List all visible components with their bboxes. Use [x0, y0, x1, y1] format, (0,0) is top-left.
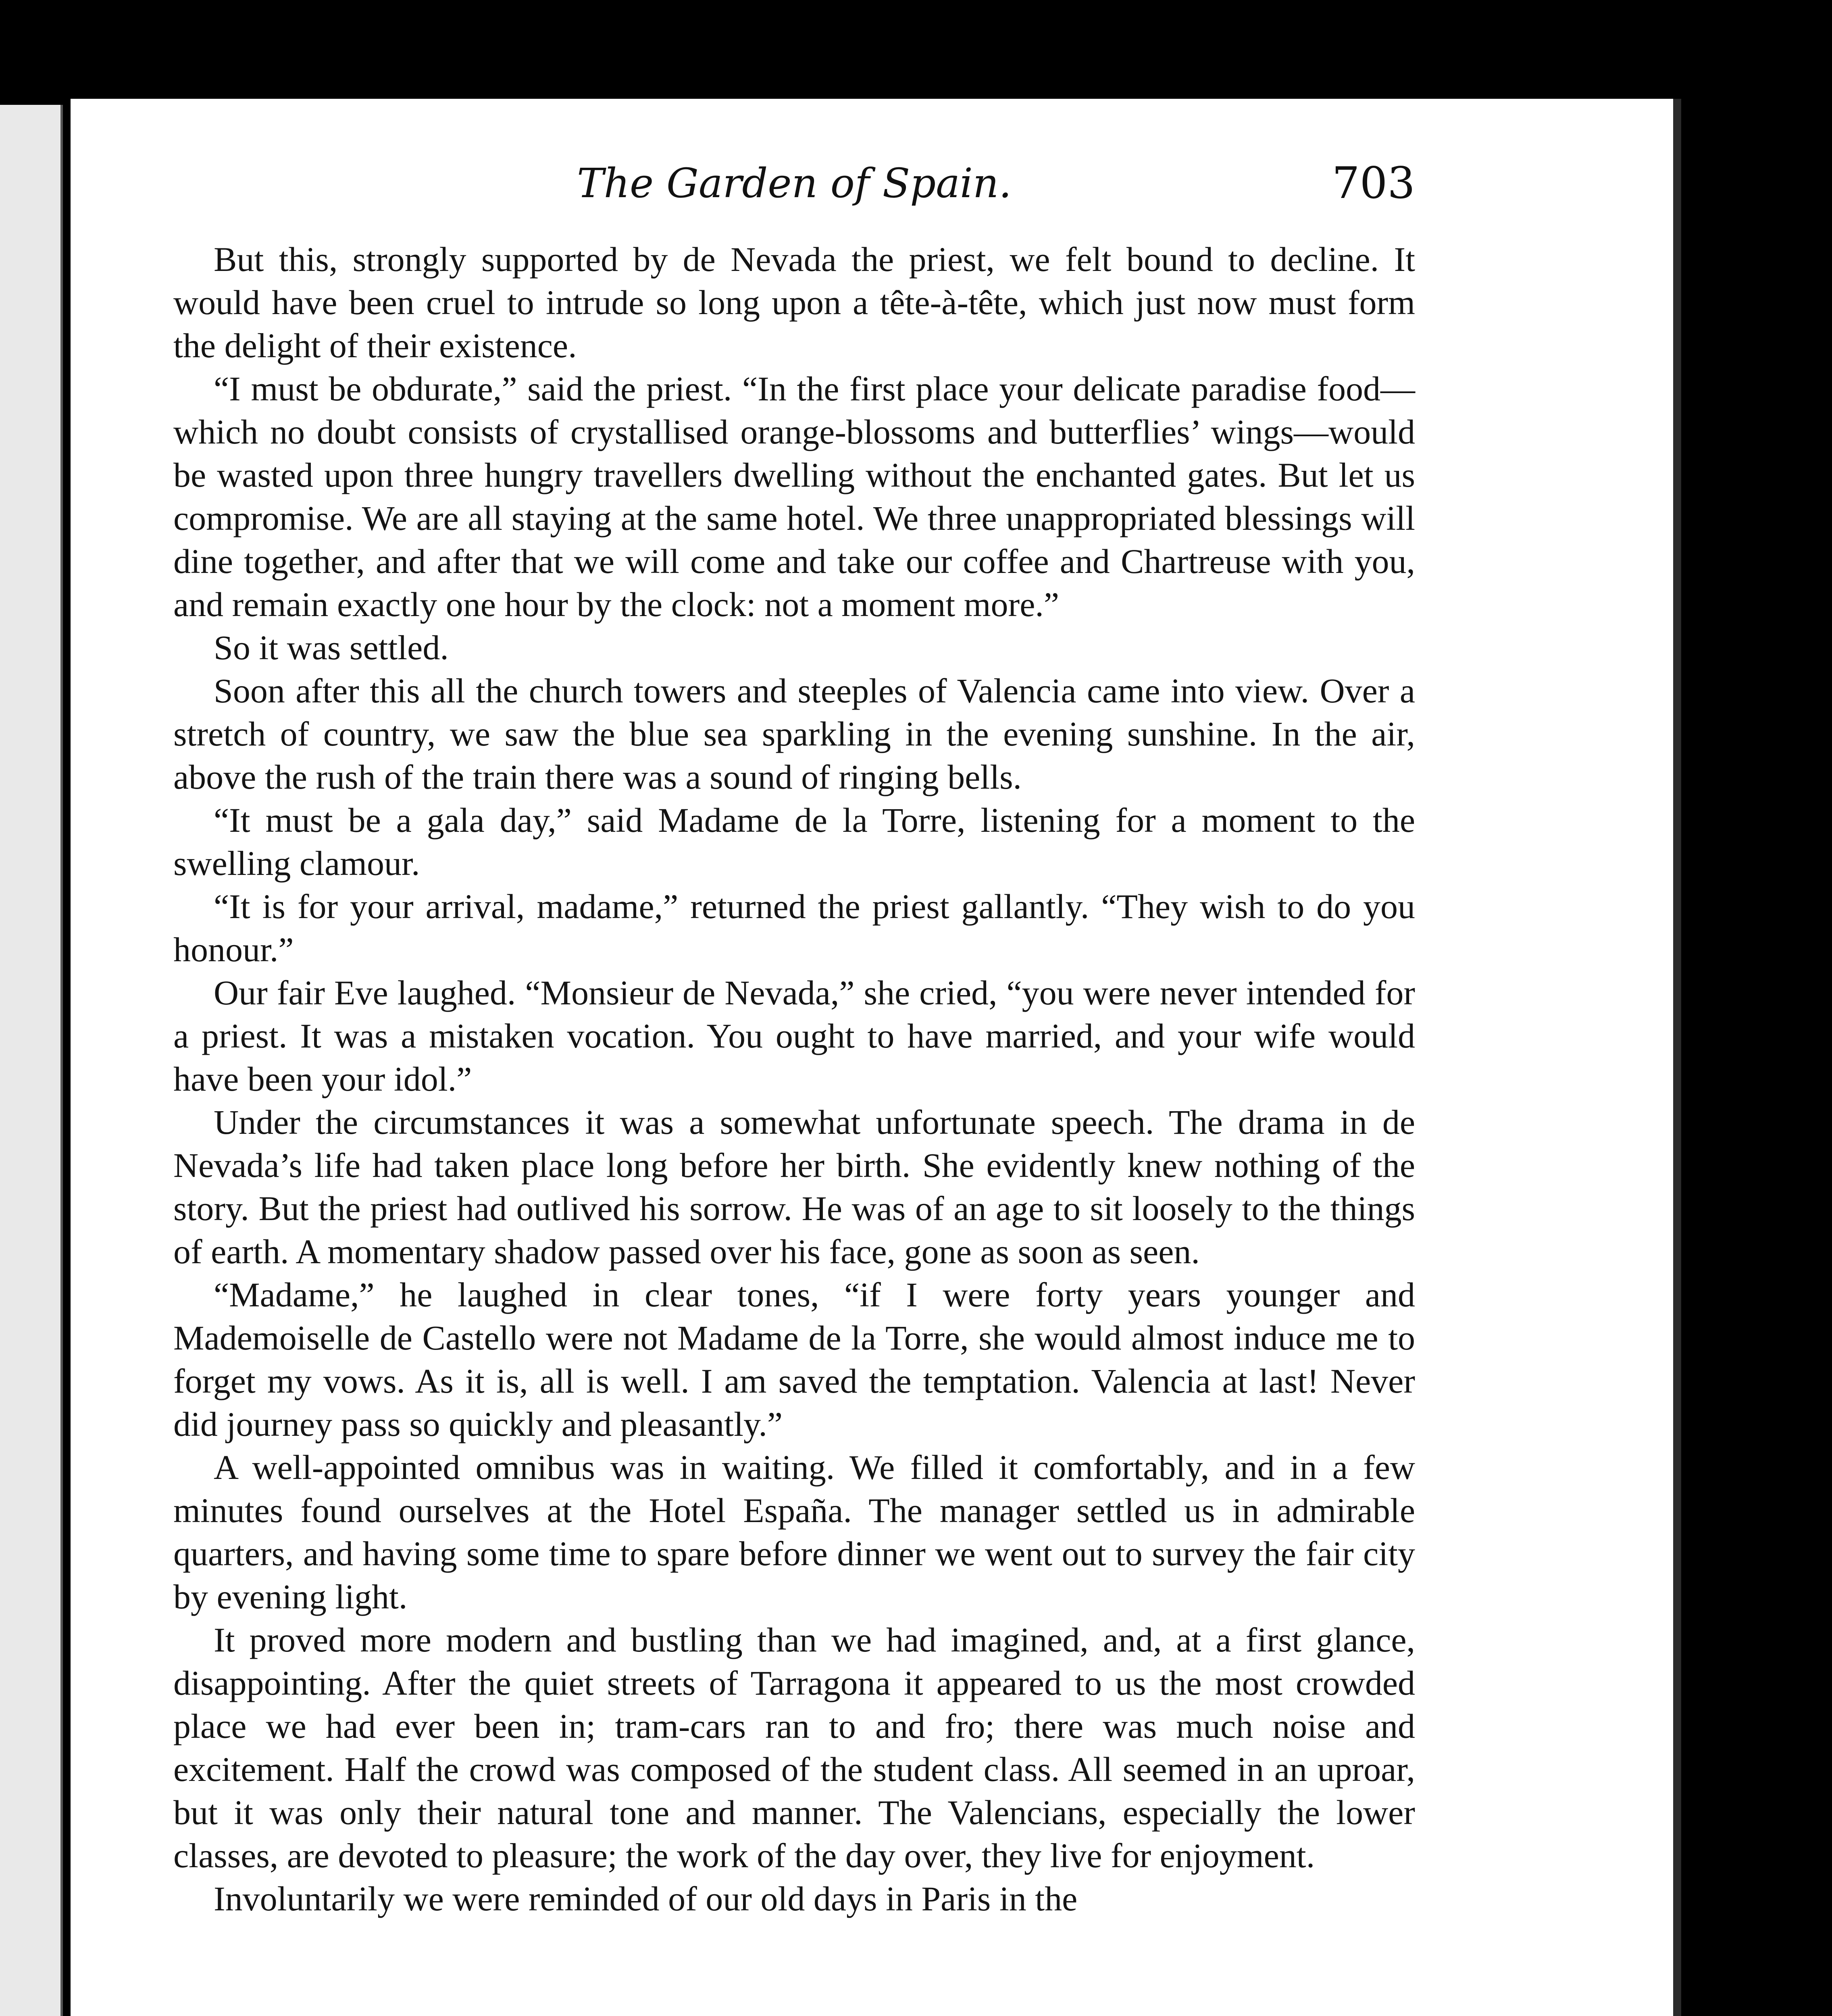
- paragraph: “It is for your arrival, madame,” returned the priest gallantly. “They wish to do you honour.”: [173, 887, 1415, 969]
- paragraph: A well-appointed omnibus was in waiting. We filled it comfortably, and in a few minutes found ourselves at the Hotel España. The manager settled us in admirable quarters, and having some time to spare before dinner we went out to survey the fair city by evening light.: [173, 1448, 1415, 1616]
- paragraph: Involuntarily we were reminded of our old days in Paris in the: [214, 1879, 1078, 1918]
- page-header: [173, 153, 1415, 218]
- paragraph: “I must be obdurate,” said the priest. “In the first place your delicate paradise food—which no doubt consists of crystallised orange-blossoms and butterflies’ wings—would be wasted upon three hungry travellers dwelling without the enchanted gates. But let us compromise. We are all staying at the same hotel. We three unappropriated blessings will dine together, and after that we will come and take our coffee and Chartreuse with you, and remain exactly one hour by the clock: not a moment more.”: [173, 369, 1415, 624]
- paragraph: It proved more modern and bustling than we had imagined, and, at a first glance, disappointing. After the quiet streets of Tarragona it appeared to us the most crowded place we had ever been in; tram-cars ran to and fro; there was much noise and excitement. Half the crowd was composed of the student class. All seemed in an uproar, but it was only their natural tone and manner. The Valencians, especially the lower classes, are devoted to pleasure; the work of the day over, they live for enjoyment.: [173, 1620, 1415, 1875]
- paragraph: But this, strongly supported by de Nevada the priest, we felt bound to decline. It would have been cruel to intrude so long upon a tête-à-tête, which just now must form the delight of their existence.: [173, 240, 1415, 365]
- paragraph: Under the circumstances it was a somewhat unfortunate speech. The drama in de Nevada’s life had taken place long before her birth. She evidently knew nothing of the story. But the priest had outlived his sorrow. He was of an age to sit loosely to the things of earth. A momentary shadow passed over his face, gone as soon as seen.: [173, 1103, 1415, 1271]
- paragraph: “It must be a gala day,” said Madame de la Torre, listening for a moment to the swelling clamour.: [173, 801, 1415, 883]
- body-text: [173, 238, 1415, 1920]
- paragraph: Soon after this all the church towers and steeples of Valencia came into view. Over a stretch of country, we saw the blue sea sparkling in the evening sunshine. In the air, above the rush of the train there was a sound of ringing bells.: [173, 671, 1415, 796]
- paragraph: “Madame,” he laughed in clear tones, “if I were forty years younger and Mademoiselle de Castello were not Madame de la Torre, she would almost induce me to forget my vows. As it is, all is well. I am saved the temptation. Valencia at last! Never did journey pass so quickly and pleasantly.”: [173, 1275, 1415, 1443]
- running-title: The Garden of Spain.: [577, 160, 1012, 207]
- page-number: 703: [1332, 158, 1415, 208]
- paragraph: So it was settled.: [214, 628, 449, 667]
- paragraph: Our fair Eve laughed. “Monsieur de Nevada,” she cried, “you were never intended for a priest. It was a mistaken vocation. You ought to have married, and your wife would have been your idol.”: [173, 973, 1415, 1098]
- adjacent-page-edge: [0, 105, 63, 2016]
